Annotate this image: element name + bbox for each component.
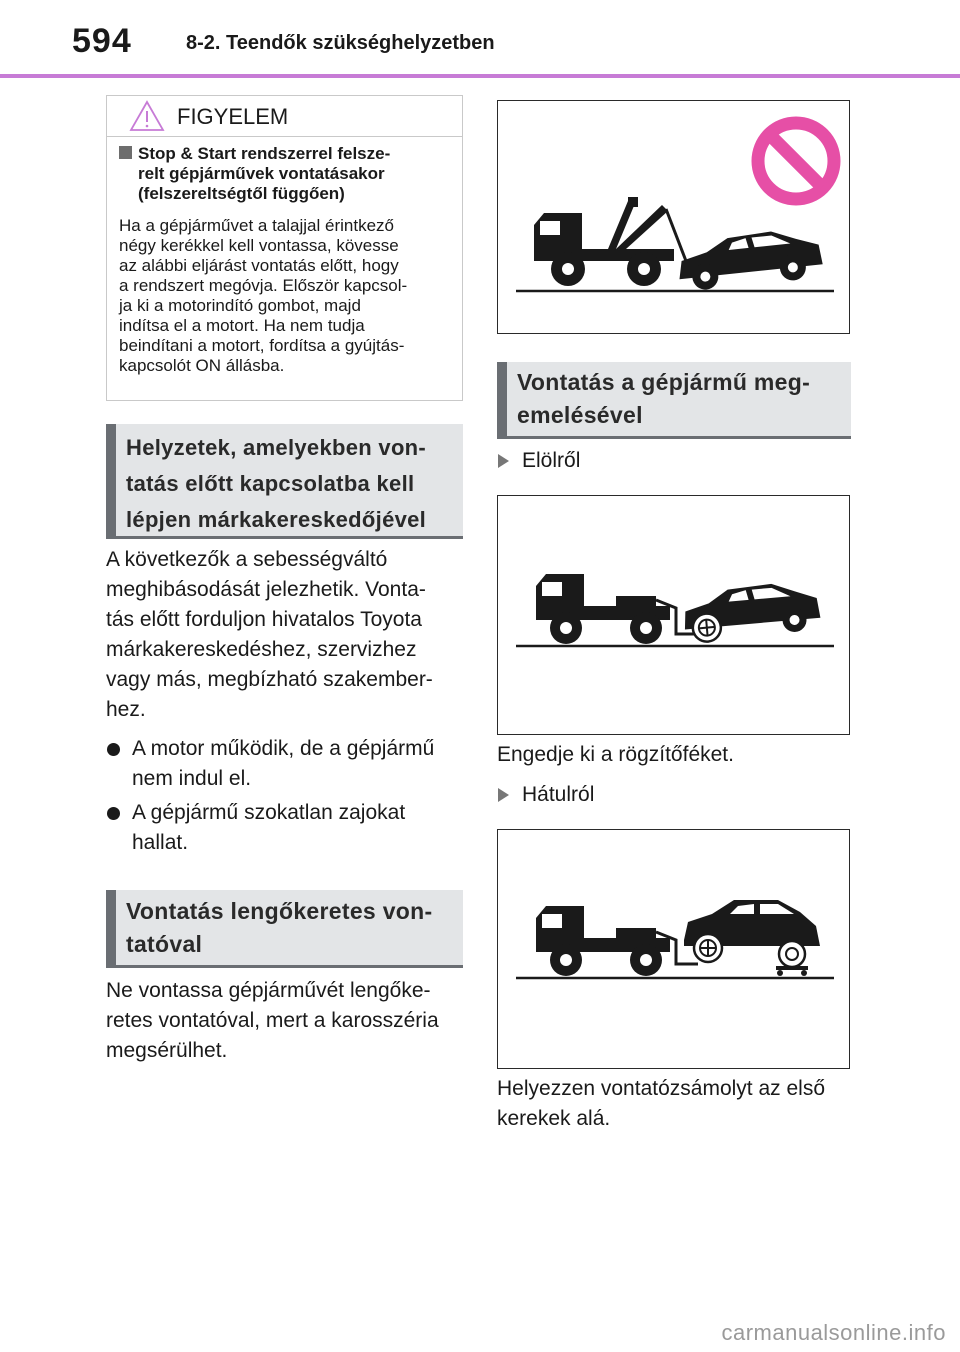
warning-header <box>107 96 462 137</box>
arrow-bullet-icon <box>498 788 509 802</box>
front-tow-caption: Engedje ki a rögzítőféket. <box>497 743 734 766</box>
chapter-title: 8-2. Teendők szükséghelyzetben <box>186 32 495 54</box>
arrow-bullet-icon <box>498 454 509 468</box>
warning-box <box>106 95 463 401</box>
page-header <box>0 0 960 78</box>
square-bullet-icon <box>119 146 132 159</box>
tow-truck-icon <box>536 906 698 976</box>
steering-lock-icon <box>692 612 722 642</box>
wheel-dolly-icon <box>776 941 808 976</box>
prohibition-icon <box>758 123 834 199</box>
figure-tow-from-rear <box>497 829 850 1069</box>
section-heading-dealer: Helyzetek, amelyekben von- tatás előtt kapcsolatba kell lépjen márkakereskedőjével <box>106 424 463 539</box>
warning-body: Ha a gépjárművet a talajjal érintkező négy kerékkel kell vontassa, kövesse az alábbi eljárást vontatás előtt, hogy a rendszert megóvja. Először kapcsol- ja ki a motorindító gombot, majd indítsa el a motort. Ha nem tudja beindítani a motort, fordítsa a gyújtás- kapcsolót ON állásba. <box>119 216 408 375</box>
warning-triangle-icon <box>129 100 165 132</box>
tow-truck-icon <box>534 197 686 286</box>
section-heading-wheel-lift: Vontatás lengőkeretes von- tatóval <box>106 890 463 968</box>
bullet-dot-icon <box>107 743 120 756</box>
rear-tow-label: Hátulról <box>522 780 594 810</box>
figure-sling-tow-prohibited <box>497 100 850 334</box>
car-icon <box>684 900 820 976</box>
steering-lock-icon <box>694 934 722 962</box>
front-tow-label: Elölről <box>522 446 580 476</box>
car-icon <box>676 226 825 292</box>
warning-subtitle: Stop & Start rendszerrel felsze- relt gépjárművek vontatásakor (felszereltségtől függően) <box>119 144 449 204</box>
figure-tow-from-front <box>497 495 850 735</box>
car-icon <box>682 580 822 644</box>
section2-body: Ne vontassa gépjárművét lengőke- retes vontatóval, mert a karosszéria megsérülhet. <box>106 979 439 1062</box>
bullet-item: A motor működik, de a gépjármű nem indul el. <box>132 734 462 794</box>
bullet-item: A gépjármű szokatlan zajokat hallat. <box>132 798 462 858</box>
tow-truck-icon <box>536 574 698 644</box>
section-heading-lift-tow: Vontatás a gépjármű meg- emelésével <box>497 362 851 439</box>
rear-tow-caption: Helyezzen vontatózsámolyt az első kerekek alá. <box>497 1077 825 1130</box>
page-number: 594 <box>72 22 132 60</box>
bullet-dot-icon <box>107 807 120 820</box>
warning-title: FIGYELEM <box>177 104 289 129</box>
section1-body: A következők a sebességváltó meghibásodását jelezhetik. Vonta- tás előtt forduljon hivatalos Toyota márkakereskedéshez, szervizhez vagy más, megbízható szakember- hez. <box>106 548 433 721</box>
watermark: carmanualsonline.info <box>721 1320 946 1345</box>
header-divider <box>0 74 960 78</box>
